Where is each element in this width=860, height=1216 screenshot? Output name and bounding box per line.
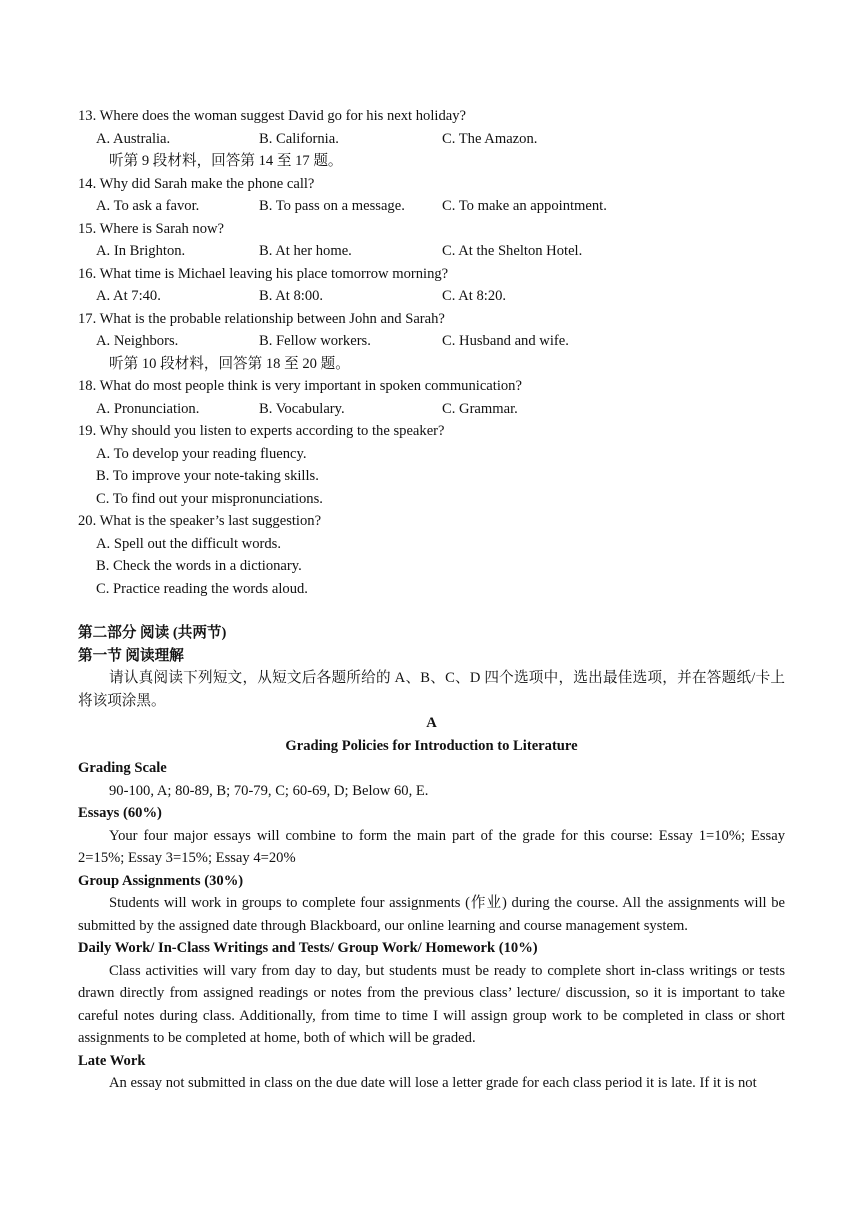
question-14-stem: 14. Why did Sarah make the phone call? — [78, 175, 315, 192]
option-b: B. At her home. — [259, 243, 352, 259]
exam-page — [78, 105, 785, 1095]
question-13-options — [78, 128, 785, 151]
essays-text: Your four major essays will combine to form the main part of the grade for this course: Essay 1=10%; Essay 2=15%; Essay 3=15%; Essay 4=20% — [78, 827, 785, 866]
option-a: A. Pronunciation. — [96, 400, 200, 417]
option-a: A. To develop your reading fluency. — [96, 445, 307, 462]
section-title: 第一节 阅读理解 — [78, 647, 184, 664]
question-14-options — [78, 195, 785, 218]
question-13-stem: 13. Where does the woman suggest David go for his next holiday? — [78, 108, 467, 124]
option-c: C. Husband and wife. — [442, 333, 569, 349]
option-b: B. Check the words in a dictionary. — [96, 558, 302, 574]
option-c: C. To make an appointment. — [442, 198, 607, 214]
late-work-text: An essay not submitted in class on the due date will lose a letter grade for each class period it is late. If it is not — [109, 1075, 757, 1091]
option-b: B. California. — [259, 130, 339, 147]
group-assignments-text: Students will work in groups to complete four assignments (作业) during the course. All the assignments will be submitted by the assigned date through Blackboard, our online learning and course management system. — [78, 895, 785, 934]
daily-work-text: Class activities will vary from day to day, but students must be ready to complete short in-class writings or tests drawn directly from assigned readings or notes from the previous class’ lecture/ discussion, so it is important to take careful notes during class. Additionally, from time to time I will assign group work to be completed in class or short assignments to be completed at home, both of which will be graded. — [78, 962, 785, 1046]
question-20-stem: 20. What is the speaker’s last suggestion? — [78, 513, 322, 529]
option-a: A. Spell out the difficult words. — [96, 535, 281, 552]
essays-heading: Essays (60%) — [78, 805, 162, 821]
late-work-heading: Late Work — [78, 1052, 146, 1069]
question-16-options — [78, 285, 785, 308]
option-c: C. At the Shelton Hotel. — [442, 243, 583, 259]
option-c: C. The Amazon. — [442, 130, 538, 147]
option-b: B. To pass on a message. — [259, 198, 405, 214]
option-a: A. At 7:40. — [96, 288, 161, 304]
option-c: C. Practice reading the words aloud. — [96, 580, 308, 597]
listening-instruction-9: 听第 9 段材料，回答第 14 至 17 题。 — [109, 153, 343, 169]
option-c: C. At 8:20. — [442, 288, 507, 304]
passage-title: Grading Policies for Introduction to Literature — [285, 737, 578, 754]
listening-instruction-10: 听第 10 段材料，回答第 18 至 20 题。 — [109, 355, 350, 372]
question-18-options — [78, 398, 785, 421]
grading-scale-heading: Grading Scale — [78, 760, 167, 776]
option-c: C. Grammar. — [442, 400, 518, 417]
daily-work-heading: Daily Work/ In-Class Writings and Tests/ Group Work/ Homework (10%) — [78, 940, 538, 956]
option-b: B. Fellow workers. — [259, 333, 371, 349]
option-b: B. At 8:00. — [259, 288, 324, 304]
option-b: B. To improve your note-taking skills. — [96, 468, 319, 484]
option-b: B. Vocabulary. — [259, 400, 345, 417]
passage-label: A — [426, 715, 437, 731]
option-a: A. In Brighton. — [96, 243, 186, 259]
question-17-stem: 17. What is the probable relationship between John and Sarah? — [78, 310, 445, 327]
option-c: C. To find out your mispronunciations. — [96, 490, 323, 507]
group-assignments-heading: Group Assignments (30%) — [78, 872, 244, 889]
spacer — [78, 600, 785, 622]
grading-scale-text: 90-100, A; 80-89, B; 70-79, C; 60-69, D; Below 60, E. — [109, 782, 429, 799]
option-a: A. Neighbors. — [96, 333, 179, 349]
question-15-options — [78, 240, 785, 263]
option-a: A. To ask a favor. — [96, 198, 200, 214]
question-18-stem: 18. What do most people think is very important in spoken communication? — [78, 378, 522, 394]
question-16-stem: 16. What time is Michael leaving his place tomorrow morning? — [78, 265, 449, 282]
option-a: A. Australia. — [96, 130, 171, 147]
reading-instructions: 请认真阅读下列短文，从短文后各题所给的 A、B、C、D 四个选项中，选出最佳选项，并在答题纸/卡上将该项涂黑。 — [78, 670, 785, 709]
question-19-stem: 19. Why should you listen to experts according to the speaker? — [78, 423, 445, 439]
question-17-options — [78, 330, 785, 353]
question-15-stem: 15. Where is Sarah now? — [78, 220, 225, 237]
part-title: 第二部分 阅读 (共两节) — [78, 625, 227, 641]
